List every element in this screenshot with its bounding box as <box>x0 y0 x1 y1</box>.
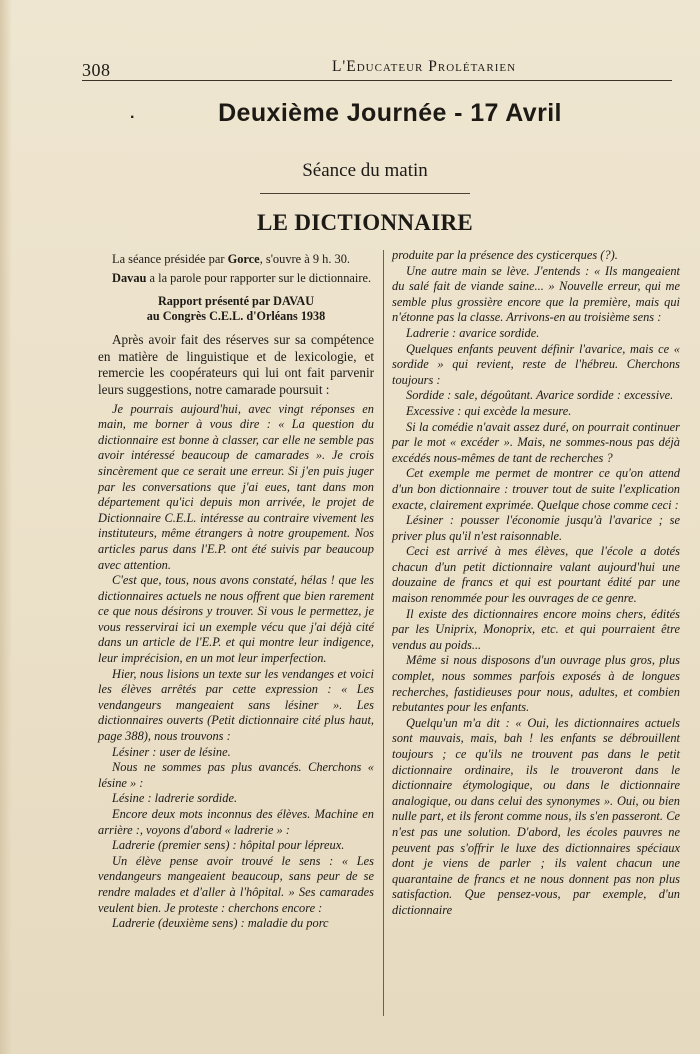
report-heading <box>98 294 374 324</box>
paragraph: Une autre main se lève. J'entends : « Ils mangeaient du salé fait de viande saine... » Nouvelle erreur, qui me semble plus grossière encore que la première, mais qui n'étonne pas la classe. Arrivons-en au troisième sens : <box>392 263 680 325</box>
paragraph: Cet exemple me permet de montrer ce qu'on attend d'un bon dictionnaire : trouver tout de suite l'explication exacte, clairement exprimée. Quelque chose comme ceci : <box>392 466 680 512</box>
paragraph: Un élève pense avoir trouvé le sens : « Les vendangeurs mangeaient beaucoup, sans peur de se rendre malades et d'aller à l'hôpital. » Ses camarades veulent bien. Je proteste : cherchons encore : <box>98 853 374 915</box>
paragraph: Ladrerie (deuxième sens) : maladie du porc <box>112 916 329 931</box>
paragraph: Même si nous disposons d'un ouvrage plus gros, plus complet, nous sommes parfois exposés à de longues recherches, fastidieuses pour nous, adultes, et combien rebutantes pour les enfants. <box>392 653 680 715</box>
paragraph: Lésine : ladrerie sordide. <box>112 791 238 806</box>
bullet-dot: · <box>130 109 136 126</box>
running-title: L'Educateur Prolétarien <box>331 58 517 75</box>
day-heading-text: Deuxième Journée - 17 Avril <box>218 99 562 127</box>
paragraph: Quelqu'un m'a dit : « Oui, les dictionnaires actuels sont mauvais, mais, bah ! les enfants se débrouillent toujours ; ce qu'ils ne trouvent pas dans le petit dictionnaire ordinaire, ils le trouveront dans le dictionnaire étymologique, ou dans le dictionnaire analogique, ou dans celui des synonymes ». Oui, ou bien nulle part, et ils feront comme nous, ils s'en passeront. Ce n'est pas une solution. D'abord, les écoles pauvres ne peuvent pas s'offrir le luxe des dictionnaires spéciaux dont je viens de parler ; ils valent chacun une quarantaine de francs et ne nous donnent pas non plus satisfaction. Que pensez-vous, par exemple, d'un dictionnaire <box>392 715 680 917</box>
report-heading-line: Rapport présenté par DAVAU <box>157 294 315 309</box>
paragraph <box>98 271 374 287</box>
paragraph: Si la comédie n'avait assez duré, on pourrait continuer par le mot « excéder ». Mais, ne sommes-nous pas déjà excédés nous-mêmes de tant de recherches ? <box>392 419 680 465</box>
paragraph: Ladrerie : avarice sordide. <box>406 325 540 340</box>
left-column <box>98 252 374 932</box>
article-title: LE DICTIONNAIRE <box>256 210 473 235</box>
report-heading-line: au Congrès C.E.L. d'Orléans 1938 <box>146 309 326 324</box>
page-number: 308 <box>82 60 111 80</box>
header-rule <box>82 80 672 81</box>
person-name: Davau <box>112 270 147 285</box>
paragraph: Quelques enfants peuvent définir l'avarice, mais ce « sordide » qui revient, reste de l'hébreu. Cherchons toujours : <box>392 341 680 387</box>
text-span: a la parole pour rapporter sur le dictionnaire. <box>146 270 372 285</box>
paragraph: Excessive : qui excède la mesure. <box>406 403 572 418</box>
day-heading <box>130 99 650 128</box>
paragraph: Sordide : sale, dégoûtant. Avarice sordide : excessive. <box>406 388 674 403</box>
paragraph: Il existe des dictionnaires encore moins chers, édités par les Uniprix, Monoprix, etc. et qui pourraient être vendus au poids... <box>392 606 680 652</box>
column-divider <box>383 250 384 1016</box>
paragraph: Ceci est arrivé à mes élèves, que l'école a dotés chacun d'un petit dictionnaire valant aujourd'hui une douzaine de francs et qui est pourtant édité par une maison renommée pour les ouvrages de ce genre. <box>392 544 680 606</box>
paragraph: Hier, nous lisions un texte sur les vendanges et voici les élèves arrêtés par cette expression : « Les vendangeurs mangeaient sans lésiner ». Les dictionnaires ouverts (Petit dictionnaire cité plus haut, page 388), nous trouvons : <box>98 666 374 744</box>
paragraph: Encore deux mots inconnus des élèves. Machine en arrière :, voyons d'abord « ladrerie » : <box>98 807 374 837</box>
paragraph: C'est que, tous, nous avons constaté, hélas ! que les dictionnaires actuels ne nous offrent que bien rarement ce que nous désirons y trouver. Si vous le permettez, je vous resservirai ici un exemple vécu que j'ai déjà cité dans un article de l'E.P. et qui montre leur indigence, leur imprécision, en un mot leur imperfection. <box>98 573 374 666</box>
paragraph <box>98 252 374 268</box>
paragraph: Après avoir fait des réserves sur sa compétence en matière de linguistique et de lexicologie, et remercie les coopérateurs qui lui ont fait parvenir leurs suggestions, notre camarade poursuit : <box>98 332 374 397</box>
right-column <box>392 248 680 919</box>
session-underline <box>260 193 470 194</box>
paragraph: Je pourrais aujourd'hui, avec vingt réponses en main, me borner à vous dire : « La question du dictionnaire est bonne à classer, car elle ne semble pas avoir intéressé beaucoup de camarades ». Je crois sincèrement que ce serait une erreur. Si j'en puis juger par les conversations que j'ai eues, tant dans mon département qu'ici depuis mon arrivée, le projet de Dictionnaire C.E.L. intéresse au contraire vivement les instituteurs, même étrangers à notre groupement. Nos articles parus dans l'E.P. ont été suivis par beaucoup avec attention. <box>98 401 374 572</box>
paragraph: Nous ne sommes pas plus avancés. Cherchons « lésine » : <box>98 760 374 790</box>
text-span: , s'ouvre à 9 h. 30. <box>259 252 351 266</box>
paragraph: Lésiner : user de lésine. <box>112 744 231 759</box>
paragraph: Lésiner : pousser l'économie jusqu'à l'avarice ; se priver plus qu'il n'est raisonnable. <box>392 513 680 543</box>
person-name: Gorce <box>227 252 260 266</box>
session-heading: Séance du matin <box>302 160 428 181</box>
text-span: La séance présidée par <box>112 252 228 266</box>
paragraph: produite par la présence des cysticerques (?). <box>392 248 618 262</box>
paragraph: Ladrerie (premier sens) : hôpital pour lépreux. <box>112 838 345 853</box>
